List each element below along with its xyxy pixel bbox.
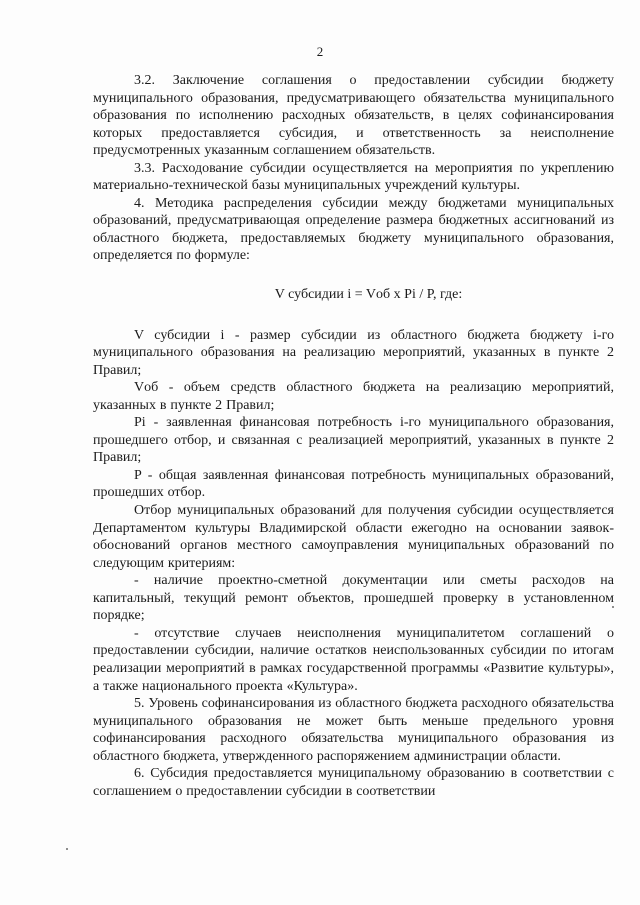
paragraph-6: 6. Субсидия предоставляется муниципальному образованию в соответствии с соглашением о предоставлении субсидии в соответствии [93, 766, 614, 799]
criterion-1: - наличие проектно-сметной документации или сметы расходов на капитальный, текущий ремонт объектов, прошедшей проверку в установленном порядке; [93, 573, 614, 624]
definition-vob: Vоб - объем средств областного бюджета на реализацию мероприятий, указанных в пункте 2 Правил; [93, 380, 614, 413]
scan-speck [612, 606, 614, 608]
paragraph-3-2: 3.2. Заключение соглашения о предоставлении субсидии бюджету муниципального образования, предусматривающего обязательства муниципального образования по исполнению расходных обязательств, в целях софинансирования которых предоставляется субсидия, и ответственность за неисполнение предусмотренных указанным соглашением обязательств. [93, 73, 614, 159]
page-number: 2 [316, 44, 324, 59]
definition-pi: Pi - заявленная финансовая потребность i-го муниципального образования, прошедшего отбор, и связанная с реализацией мероприятий, указанных в пункте 2 Правил; [93, 415, 614, 466]
formula: V субсидии i = Vоб x Pi / P, где: [274, 287, 463, 303]
paragraph-3-3: 3.3. Расходование субсидии осуществляется на мероприятия по укреплению материально-технической базы муниципальных учреждений культуры. [93, 160, 614, 194]
paragraph-selection: Отбор муниципальных образований для получения субсидии осуществляется Департаментом культуры Владимирской области ежегодно на основании заявок-обоснований органов местного самоуправления муниципальных образований по следующим критериям: [93, 503, 614, 571]
criterion-2: - отсутствие случаев неисполнения муниципалитетом соглашений о предоставлении субсидии, наличие остатков неиспользованных субсидии по итогам реализации мероприятий в рамках государственной программы «Развитие культуры», а также национального проекта «Культура». [93, 625, 614, 694]
document-body [93, 72, 614, 800]
definition-p: P - общая заявленная финансовая потребность муниципальных образований, прошедших отбор. [93, 467, 614, 501]
scan-speck [66, 848, 68, 850]
paragraph-4: 4. Методика распределения субсидии между бюджетами муниципальных образований, предусматривающая определение размера бюджетных ассигнований из областного бюджета, предоставляемых бюджету муниципального образования, определяется по формуле: [93, 195, 614, 264]
paragraph-5: 5. Уровень софинансирования из областного бюджета расходного обязательства муниципального образования не может быть меньше предельного уровня софинансирования расходного обязательства муниципального образования из областного бюджета, утвержденного распоряжением администрации области. [93, 696, 614, 764]
definition-v-subsidy: V субсидии i - размер субсидии из областного бюджета бюджету i-го муниципального образования на реализацию мероприятий, указанных в пункте 2 Правил; [93, 327, 614, 378]
